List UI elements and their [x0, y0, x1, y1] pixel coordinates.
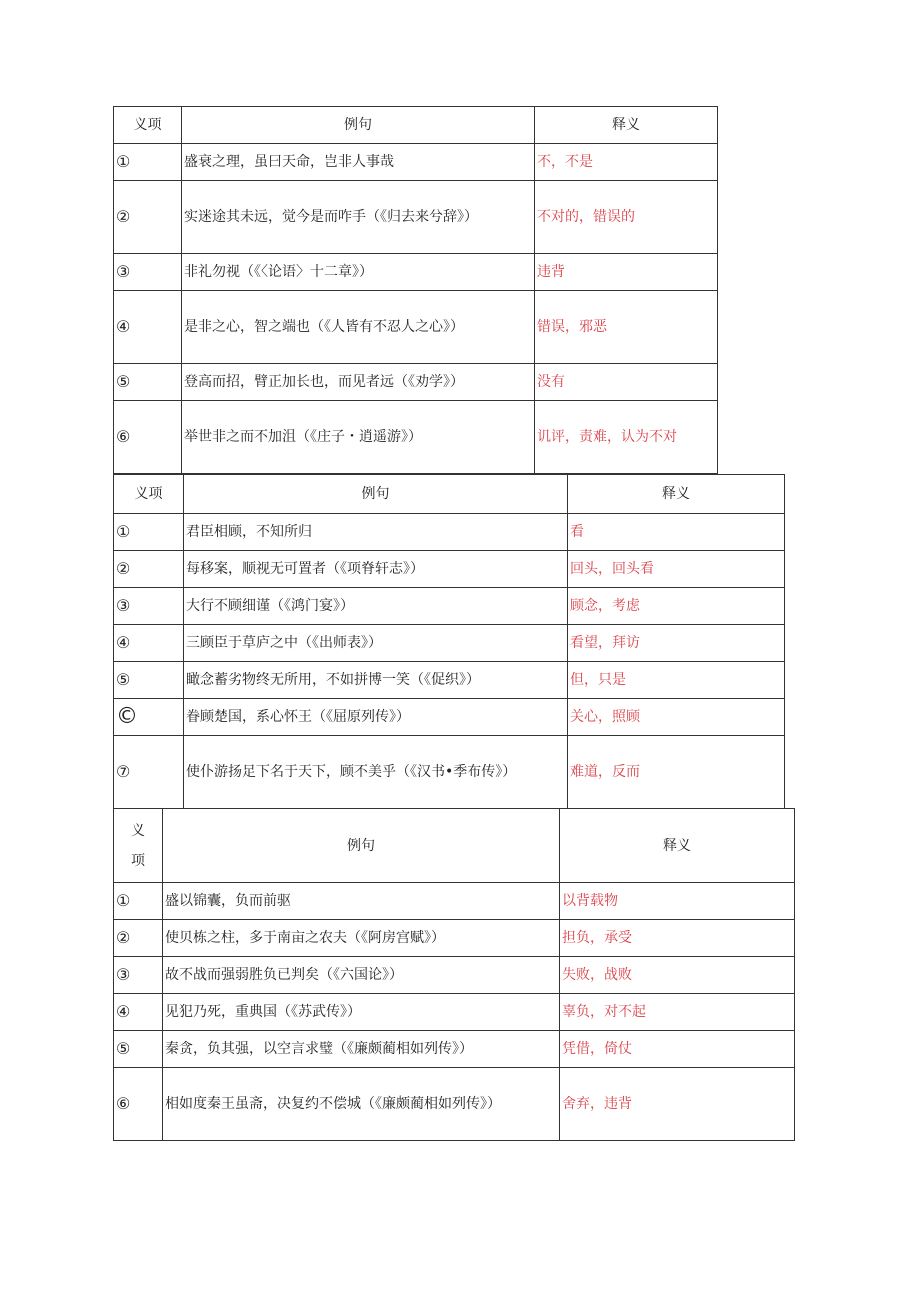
example-sentence: 三顾臣于草庐之中（《出师表》）: [184, 625, 568, 662]
table-row: [114, 699, 785, 736]
meaning-text: 讥评，责难，认为不对: [535, 401, 718, 474]
meaning-text: 担负，承受: [560, 920, 795, 957]
example-sentence: 眷顾楚国，系心怀王（《屈原列传》）: [184, 699, 568, 736]
header-example: 例句: [163, 809, 560, 883]
sense-number: ③: [114, 254, 182, 291]
meaning-text: 没有: [535, 364, 718, 401]
sense-number: ⑤: [114, 1031, 163, 1068]
table-row: [114, 514, 785, 551]
header-example: 例句: [182, 107, 535, 144]
table-row: [114, 957, 795, 994]
example-sentence: 瞰念蓄劣物终无所用，不如拼博一笑（《促织》）: [184, 662, 568, 699]
sense-number: ⑤: [114, 364, 182, 401]
table-row: [114, 662, 785, 699]
table-row: [114, 364, 718, 401]
meaning-text: 关心，照顾: [568, 699, 785, 736]
sense-number: ⑦: [114, 736, 184, 809]
meaning-text: 舍弃，违背: [560, 1068, 795, 1141]
meaning-text: 但，只是: [568, 662, 785, 699]
sense-number: ④: [114, 625, 184, 662]
meaning-text: 看: [568, 514, 785, 551]
example-sentence: 使贝栋之柱，多于南亩之农夫（《阿房宫赋》）: [163, 920, 560, 957]
sense-number: ④: [114, 291, 182, 364]
example-sentence: 每移案，顺视无可置者（《项脊轩志》）: [184, 551, 568, 588]
example-sentence: 秦贪，负其强，以空言求璧（《廉颇蔺相如列传》）: [163, 1031, 560, 1068]
example-sentence: 非礼勿视（《〈论语〉十二章》）: [182, 254, 535, 291]
sense-number: ①: [114, 514, 184, 551]
sense-number: ④: [114, 994, 163, 1031]
table-row: [114, 994, 795, 1031]
sense-number: ©: [114, 699, 184, 736]
sense-number: ①: [114, 144, 182, 181]
table-row: [114, 883, 795, 920]
meaning-table-3: [113, 808, 795, 1141]
header-meaning: 释义: [535, 107, 718, 144]
header-sense: 义项: [114, 475, 184, 514]
example-sentence: 君臣相顾，不知所归: [184, 514, 568, 551]
header-sense-line-2: 项: [131, 852, 145, 869]
sense-number: ⑥: [114, 1068, 163, 1141]
meaning-text: 不，不是: [535, 144, 718, 181]
example-sentence: 盛衰之理，虽曰天命，岂非人事哉: [182, 144, 535, 181]
meaning-text: 看望，拜访: [568, 625, 785, 662]
example-sentence: 是非之心，智之端也（《人皆有不忍人之心》）: [182, 291, 535, 364]
meaning-text: 顾念，考虑: [568, 588, 785, 625]
meaning-text: 难道，反而: [568, 736, 785, 809]
table-row: [114, 736, 785, 809]
meaning-text: 凭借，倚仗: [560, 1031, 795, 1068]
table-row: [114, 1068, 795, 1141]
table-row: [114, 1031, 795, 1068]
sense-number: ③: [114, 588, 184, 625]
meaning-table-2: [113, 474, 785, 809]
sense-number: ①: [114, 883, 163, 920]
meaning-text: 失败，战败: [560, 957, 795, 994]
example-sentence: 相如度秦王虽斋，决复约不偿城（《廉颇蔺相如列传》）: [163, 1068, 560, 1141]
example-sentence: 实迷途其未远，觉今是而咋手（《归去来兮辞》）: [182, 181, 535, 254]
meaning-text: 不对的，错误的: [535, 181, 718, 254]
table-row: [114, 588, 785, 625]
header-meaning: 释义: [560, 809, 795, 883]
example-sentence: 大行不顾细谨（《鸿门宴》）: [184, 588, 568, 625]
meaning-text: 辜负，对不起: [560, 994, 795, 1031]
header-example: 例句: [184, 475, 568, 514]
meaning-text: 回头，回头看: [568, 551, 785, 588]
sense-number: ⑤: [114, 662, 184, 699]
meaning-text: 违背: [535, 254, 718, 291]
header-sense: [114, 809, 163, 883]
example-sentence: 举世非之而不加沮（《庄子・逍遥游》）: [182, 401, 535, 474]
example-sentence: 见犯乃死，重典国（《苏武传》）: [163, 994, 560, 1031]
table-row: [114, 144, 718, 181]
table-row: [114, 625, 785, 662]
header-meaning: 释义: [568, 475, 785, 514]
meaning-table-1: [113, 106, 718, 474]
header-sense-line-1: 义: [131, 822, 145, 839]
sense-number: ②: [114, 551, 184, 588]
example-sentence: 盛以锦囊，负而前驱: [163, 883, 560, 920]
sense-number: ⑥: [114, 401, 182, 474]
example-sentence: 登高而招，臂正加长也，而见者远（《劝学》）: [182, 364, 535, 401]
sense-number: ②: [114, 920, 163, 957]
example-sentence: 使仆游扬足下名于天下，顾不美乎（《汉书•季布传》）: [184, 736, 568, 809]
header-sense: 义项: [114, 107, 182, 144]
table-row: [114, 254, 718, 291]
table-row: [114, 181, 718, 254]
sense-number: ②: [114, 181, 182, 254]
table-row: [114, 551, 785, 588]
sense-number: ③: [114, 957, 163, 994]
meaning-text: 以背载物: [560, 883, 795, 920]
example-sentence: 故不战而强弱胜负已判矣（《六国论》）: [163, 957, 560, 994]
meaning-text: 错误，邪恶: [535, 291, 718, 364]
table-row: [114, 401, 718, 474]
table-row: [114, 291, 718, 364]
table-row: [114, 920, 795, 957]
